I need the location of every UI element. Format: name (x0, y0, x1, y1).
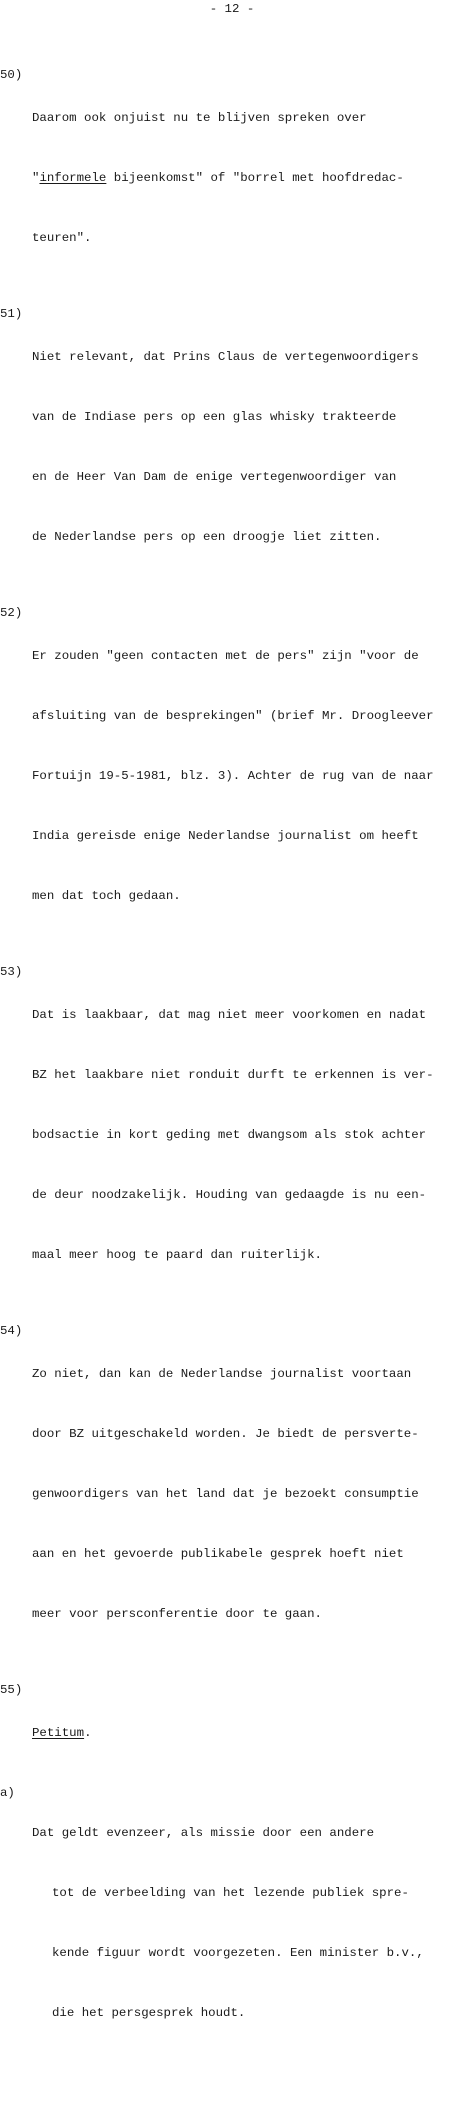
text-line: genwoordigers van het land dat je bezoekt consumptie (32, 1487, 419, 1501)
paragraph-52 (0, 606, 462, 946)
paragraph-text (32, 68, 462, 288)
heading-period: . (84, 1726, 92, 1740)
text-line: India gereisde enige Nederlandse journalist om heeft (32, 829, 419, 843)
text-line: Fortuijn 19-5-1981, blz. 3). Achter de rug van de naar (32, 769, 434, 783)
paragraph-text (32, 1324, 462, 1664)
sub-item-text (32, 1783, 462, 2063)
text-line: tot de verbeelding van het lezende publiek spre- (52, 1886, 409, 1900)
paragraph-number: 53) (0, 965, 23, 979)
petitum-heading (32, 1723, 462, 1743)
paragraph-text (32, 965, 462, 1305)
text-line: Zo niet, dan kan de Nederlandse journalist voortaan (32, 1367, 412, 1381)
paragraph-number: 55) (0, 1683, 23, 1697)
paragraph-53 (0, 965, 462, 1305)
text-fragment: bijeenkomst" of "borrel met hoofdredac- (106, 171, 404, 185)
page-number: - 12 - (209, 2, 255, 16)
text-line: Dat geldt evenzeer, als missie door een andere (32, 1826, 375, 1840)
text-line: aan en het gevoerde publikabele gesprek hoeft niet (32, 1547, 404, 1561)
text-line: Dat is laakbaar, dat mag niet meer voorkomen en nadat (32, 1008, 427, 1022)
paragraph-text (32, 307, 462, 587)
text-line: Daarom ook onjuist nu te blijven spreken over (32, 111, 367, 125)
paragraph-50 (0, 68, 462, 288)
paragraph-number: 52) (0, 606, 23, 620)
sub-item-marker: a) (0, 1786, 15, 1800)
text-line: afsluiting van de besprekingen" (brief Mr. Droogleever (32, 709, 434, 723)
text-line: bodsactie in kort geding met dwangsom als stok achter (32, 1128, 427, 1142)
paragraph-text (32, 606, 462, 946)
text-line: men dat toch gedaan. (32, 889, 181, 903)
sub-item-a (0, 1783, 462, 2063)
paragraph-51 (0, 307, 462, 587)
paragraph-54 (0, 1324, 462, 1664)
text-line: die het persgesprek houdt. (52, 2006, 246, 2020)
text-line: maal meer hoog te paard dan ruiterlijk. (32, 1248, 322, 1262)
text-line: Er zouden "geen contacten met de pers" zijn "voor de (32, 649, 419, 663)
quote-open: " (32, 171, 40, 185)
text-line: meer voor persconferentie door te gaan. (32, 1607, 322, 1621)
text-line (32, 168, 462, 188)
paragraph-number: 51) (0, 307, 23, 321)
underlined-word: informele (39, 171, 107, 185)
text-line: door BZ uitgeschakeld worden. Je biedt de persverte- (32, 1427, 419, 1441)
text-line: van de Indiase pers op een glas whisky trakteerde (32, 410, 397, 424)
paragraph-55 (0, 1683, 462, 2103)
paragraph-number: 54) (0, 1324, 23, 1338)
text-line: BZ het laakbare niet ronduit durft te erkennen is ver- (32, 1068, 434, 1082)
paragraph-number: 50) (0, 68, 23, 82)
text-line: de Nederlandse pers op een droogje liet zitten. (32, 530, 382, 544)
text-line: teuren". (32, 231, 92, 245)
heading-text: Petitum (32, 1726, 85, 1740)
text-line: de deur noodzakelijk. Houding van gedaagde is nu een- (32, 1188, 427, 1202)
text-line: Niet relevant, dat Prins Claus de vertegenwoordigers (32, 350, 419, 364)
text-line: en de Heer Van Dam de enige vertegenwoordiger van (32, 470, 397, 484)
document-body (0, 68, 462, 2103)
text-line: kende figuur wordt voorgezeten. Een minister b.v., (52, 1946, 424, 1960)
